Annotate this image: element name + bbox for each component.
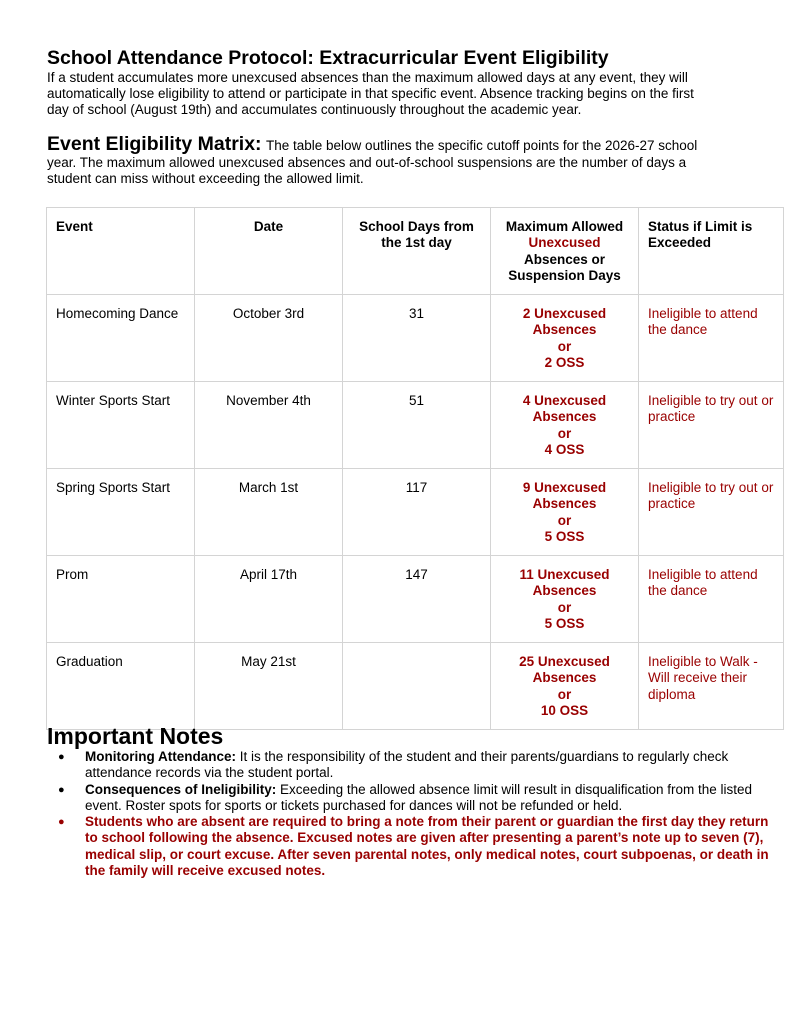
max-or: or — [557, 599, 572, 615]
matrix-description-line: year. The maximum allowed unexcused absences and out-of-school suspensions are the number of days a — [47, 155, 687, 170]
header-school-days: School Days from the 1st day — [343, 208, 491, 295]
cell-event: Prom — [47, 556, 195, 643]
cell-date: April 17th — [195, 556, 343, 643]
max-or: or — [557, 338, 572, 354]
cell-status: Ineligible to attend the dance — [639, 556, 784, 643]
max-line: Absences — [532, 583, 597, 599]
max-line: 2 Unexcused — [522, 306, 607, 321]
page-title: School Attendance Protocol: Extracurricular Event Eligibility — [47, 47, 609, 69]
matrix-description-line: student can miss without exceeding the allowed limit. — [47, 171, 364, 186]
cell-status: Ineligible to attend the dance — [639, 295, 784, 382]
max-or: or — [557, 425, 572, 441]
cell-date: October 3rd — [195, 295, 343, 382]
max-line: 11 Unexcused — [519, 567, 610, 582]
cell-status: Ineligible to try out or practice — [639, 469, 784, 556]
cell-event: Homecoming Dance — [47, 295, 195, 382]
max-line: 4 Unexcused — [522, 393, 607, 408]
cell-max-allowed — [491, 643, 639, 730]
cell-max-allowed — [491, 556, 639, 643]
max-line: 25 Unexcused — [519, 654, 610, 669]
max-or: or — [557, 686, 572, 702]
cell-school-days: 147 — [343, 556, 491, 643]
eligibility-table — [46, 207, 784, 730]
max-line: 4 OSS — [544, 441, 585, 457]
intro-line: day of school (August 19th) and accumulates continuously throughout the academic year. — [47, 102, 582, 117]
header-event: Event — [47, 208, 195, 295]
bullet-icon: ● — [58, 751, 65, 763]
max-line: Absences — [532, 322, 597, 338]
table-row — [47, 469, 784, 556]
header-date: Date — [195, 208, 343, 295]
matrix-description: The table below outlines the specific cutoff points for the 2026-27 school — [266, 138, 698, 153]
max-or: or — [557, 512, 572, 528]
intro-paragraph — [47, 70, 784, 118]
notes-heading: Important Notes — [47, 723, 224, 749]
max-line: 10 OSS — [540, 702, 589, 718]
intro-line: If a student accumulates more unexcused absences than the maximum allowed days at any event, they will — [47, 70, 688, 85]
cell-school-days — [343, 643, 491, 730]
important-notes-section — [47, 723, 784, 879]
cell-event: Graduation — [47, 643, 195, 730]
intro-line: automatically lose eligibility to attend or participate in that specific event. Absence tracking begins on the first — [47, 86, 694, 101]
cell-status: Ineligible to try out or practice — [639, 382, 784, 469]
note-label: Monitoring Attendance: — [85, 749, 236, 764]
cell-max-allowed — [491, 295, 639, 382]
header-max-line: Maximum Allowed — [505, 219, 624, 234]
cell-max-allowed — [491, 382, 639, 469]
cell-date: November 4th — [195, 382, 343, 469]
max-line: Absences — [532, 409, 597, 425]
table-row — [47, 643, 784, 730]
table-row — [47, 556, 784, 643]
note-text: Exceeding the allowed absence limit will result in disqualification from the listed event. Roster spots for sports or tickets purchased for dances will not be refunded or held. — [85, 781, 753, 813]
document-page — [47, 47, 784, 879]
cell-event: Spring Sports Start — [47, 469, 195, 556]
table-header-row — [47, 208, 784, 295]
note-text: Students who are absent are required to bring a note from their parent or guardian the first day they return to school following the absence. Excused notes are given after presenting a parent’s note up to seven (7), medical slip, or court excuse. After seven parental notes, only medical notes, court subpoenas, or death in the family will receive excused notes. — [85, 814, 769, 879]
max-line: 9 Unexcused — [522, 480, 607, 495]
bullet-icon: ● — [58, 816, 65, 829]
max-line: Absences — [532, 670, 597, 686]
header-max-line: Absences or Suspension Days — [508, 251, 621, 283]
cell-max-allowed — [491, 469, 639, 556]
header-max-allowed — [491, 208, 639, 295]
cell-date: March 1st — [195, 469, 343, 556]
max-line: 5 OSS — [544, 615, 585, 631]
cell-school-days: 31 — [343, 295, 491, 382]
note-text: It is the responsibility of the student and their parents/guardians to regularly check attendance records via the student portal. — [85, 749, 729, 781]
header-status: Status if Limit is Exceeded — [639, 208, 784, 295]
list-item — [47, 782, 784, 815]
note-label: Consequences of Ineligibility: — [85, 781, 277, 797]
cell-school-days: 117 — [343, 469, 491, 556]
header-max-line-red: Unexcused — [528, 235, 601, 251]
list-item — [47, 814, 784, 879]
cell-school-days: 51 — [343, 382, 491, 469]
max-line: Absences — [532, 496, 597, 512]
matrix-heading: Event Eligibility Matrix: — [47, 133, 262, 155]
max-line: 5 OSS — [544, 528, 585, 544]
cell-status: Ineligible to Walk - Will receive their diploma — [639, 643, 784, 730]
table-row — [47, 295, 784, 382]
bullet-icon: ● — [58, 783, 65, 796]
table-row — [47, 382, 784, 469]
list-item — [47, 749, 784, 782]
max-line: 2 OSS — [544, 354, 585, 370]
matrix-section — [47, 135, 784, 187]
matrix-intro — [47, 135, 784, 187]
notes-list — [47, 749, 784, 879]
cell-date: May 21st — [195, 643, 343, 730]
cell-event: Winter Sports Start — [47, 382, 195, 469]
